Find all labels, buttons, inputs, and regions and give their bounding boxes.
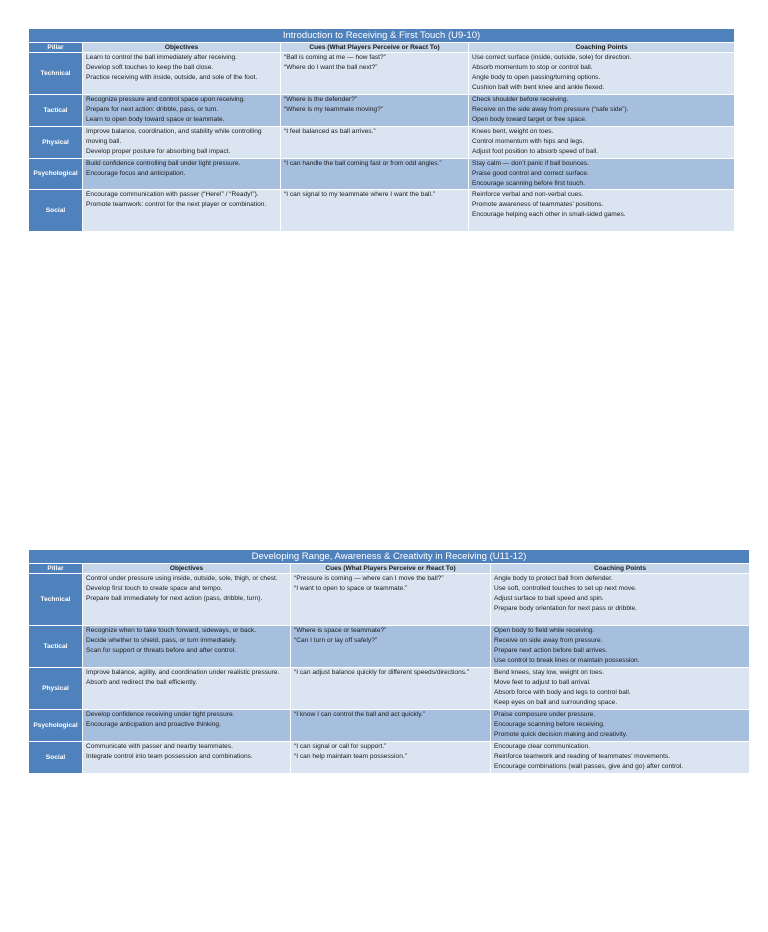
points-cell — [469, 159, 735, 190]
points-line: Bend knees, stay low, weight on toes. — [494, 669, 604, 676]
pillar-label: Psychological — [29, 710, 83, 742]
points-line: Knees bent, weight on toes. — [472, 128, 554, 135]
points-line: Receive on side away from pressure. — [494, 637, 603, 644]
objectives-line: Recognize when to take touch forward, sideways, or back. — [86, 627, 257, 634]
points-line: Stay calm — don’t panic if ball bounces. — [472, 160, 589, 167]
points-cell — [469, 53, 735, 95]
points-line: Encourage helping each other in small-sided games. — [472, 211, 626, 218]
pillar-label: Tactical — [29, 95, 83, 127]
points-line: Use soft, controlled touches to set up next move. — [494, 585, 637, 592]
cues-cell — [281, 53, 469, 95]
cues-line: “I can signal to my teammate where I want the ball.” — [284, 191, 435, 198]
points-line: Open body toward target or free space. — [472, 116, 587, 123]
cues-line: “Ball is coming at me — how fast?” — [284, 54, 386, 61]
pillar-label: Physical — [29, 127, 83, 159]
points-line: Adjust surface to ball speed and spin. — [494, 595, 604, 602]
cues-cell — [281, 190, 469, 232]
points-line: Praise composure under pressure. — [494, 711, 596, 718]
points-line: Encourage scanning before receiving. — [494, 721, 605, 728]
points-line: Angle body to open passing/turning options. — [472, 74, 601, 81]
table-row — [29, 626, 750, 668]
table-row — [29, 742, 750, 774]
column-header: Cues (What Players Perceive or React To) — [281, 43, 469, 53]
table-row — [29, 190, 735, 232]
pillar-label: Psychological — [29, 159, 83, 190]
objectives-line: Absorb and redirect the ball efficiently. — [86, 679, 198, 686]
cues-line: “Where do I want the ball next?” — [284, 64, 378, 71]
points-line: Encourage clear communication. — [494, 743, 591, 750]
objectives-cell — [83, 668, 291, 710]
objectives-line: Communicate with passer and nearby teammates. — [86, 743, 233, 750]
objectives-cell — [83, 53, 281, 95]
points-line: Absorb force with body and legs to control ball. — [494, 689, 631, 696]
cues-line: “I want to open to space or teammate.” — [294, 585, 408, 592]
points-cell — [491, 742, 750, 774]
points-line: Use control to break lines or maintain possession. — [494, 657, 640, 664]
points-line: Use correct surface (inside, outside, sole) for direction. — [472, 54, 632, 61]
objectives-line: Prepare ball immediately for next action (pass, dribble, turn). — [86, 595, 263, 602]
objectives-cell — [83, 95, 281, 127]
column-header: Cues (What Players Perceive or React To) — [291, 564, 491, 574]
points-line: Open body to field while receiving. — [494, 627, 595, 634]
table-row — [29, 668, 750, 710]
points-line: Prepare next action before ball arrives. — [494, 647, 608, 654]
objectives-cell — [83, 574, 291, 626]
cues-cell — [291, 742, 491, 774]
objectives-line: Promote teamwork: control for the next player or combination. — [86, 201, 267, 208]
cues-cell — [291, 626, 491, 668]
objectives-line: Recognize pressure and control space upon receiving. — [86, 96, 246, 103]
cues-cell — [281, 159, 469, 190]
pillar-label: Social — [29, 742, 83, 774]
table-row — [29, 710, 750, 742]
objectives-line: Improve balance, coordination, and stability while controlling moving ball. — [86, 128, 262, 145]
objectives-cell — [83, 742, 291, 774]
points-line: Promote awareness of teammates’ positions. — [472, 201, 604, 208]
objectives-line: Decide whether to shield, pass, or turn immediately. — [86, 637, 237, 644]
cues-line: “I can handle the ball coming fast or from odd angles.” — [284, 160, 442, 167]
cues-line: “I know I can control the ball and act quickly.” — [294, 711, 426, 718]
column-header: Objectives — [83, 43, 281, 53]
points-line: Reinforce verbal and non-verbal cues. — [472, 191, 584, 198]
points-line: Move feet to adjust to ball arrival. — [494, 679, 591, 686]
objectives-line: Develop proper posture for absorbing ball impact. — [86, 148, 231, 155]
cues-line: “Where is my teammate moving?” — [284, 106, 383, 113]
objectives-line: Develop first touch to create space and tempo. — [86, 585, 223, 592]
objectives-line: Develop confidence receiving under tight pressure. — [86, 711, 235, 718]
points-cell — [491, 626, 750, 668]
objectives-cell — [83, 159, 281, 190]
column-header: Pillar — [29, 564, 83, 574]
objectives-line: Improve balance, agility, and coordination under realistic pressure. — [86, 669, 280, 676]
column-header: Objectives — [83, 564, 291, 574]
points-line: Promote quick decision making and creativity. — [494, 731, 628, 738]
points-line: Praise good control and correct surface. — [472, 170, 589, 177]
points-cell — [491, 574, 750, 626]
points-line: Encourage combinations (wall passes, give and go) after control. — [494, 763, 684, 770]
cues-cell — [291, 574, 491, 626]
cues-line: “Where is the defender?” — [284, 96, 357, 103]
objectives-line: Encourage communication with passer (“Here!” / “Ready!”). — [86, 191, 259, 198]
points-cell — [491, 668, 750, 710]
objectives-line: Prepare for next action: dribble, pass, or turn. — [86, 106, 219, 113]
receiving-table — [28, 549, 750, 774]
cues-line: “I can signal or call for support.” — [294, 743, 387, 750]
objectives-line: Learn to control the ball immediately after receiving. — [86, 54, 237, 61]
pillar-label: Social — [29, 190, 83, 232]
cues-line: “I can help maintain team possession.” — [294, 753, 407, 760]
column-header: Coaching Points — [469, 43, 735, 53]
table-title: Introduction to Receiving & First Touch (U9-10) — [29, 29, 735, 43]
points-line: Adjust foot position to absorb speed of ball. — [472, 148, 599, 155]
objectives-line: Encourage anticipation and proactive thinking. — [86, 721, 221, 728]
pillar-label: Tactical — [29, 626, 83, 668]
points-cell — [491, 710, 750, 742]
objectives-line: Control under pressure using inside, outside, sole, thigh, or chest. — [86, 575, 278, 582]
points-cell — [469, 190, 735, 232]
objectives-line: Learn to open body toward space or teammate. — [86, 116, 225, 123]
table-u9-10 — [28, 28, 734, 232]
cues-line: “Where is space or teammate?” — [294, 627, 387, 634]
points-line: Keep eyes on ball and surrounding space. — [494, 699, 618, 706]
objectives-cell — [83, 127, 281, 159]
column-header: Coaching Points — [491, 564, 750, 574]
objectives-cell — [83, 190, 281, 232]
objectives-cell — [83, 626, 291, 668]
table-row — [29, 159, 735, 190]
table-row — [29, 95, 735, 127]
points-line: Receive on the side away from pressure (“safe side”). — [472, 106, 629, 113]
points-cell — [469, 127, 735, 159]
table-u11-12 — [28, 549, 749, 774]
points-line: Absorb momentum to stop or control ball. — [472, 64, 593, 71]
column-header: Pillar — [29, 43, 83, 53]
points-line: Reinforce teamwork and reading of teammates’ movements. — [494, 753, 671, 760]
points-line: Control momentum with hips and legs. — [472, 138, 585, 145]
table-row — [29, 53, 735, 95]
objectives-line: Build confidence controlling ball under light pressure. — [86, 160, 241, 167]
objectives-line: Develop soft touches to keep the ball close. — [86, 64, 214, 71]
objectives-cell — [83, 710, 291, 742]
pillar-label: Technical — [29, 574, 83, 626]
points-cell — [469, 95, 735, 127]
objectives-line: Integrate control into team possession and combinations. — [86, 753, 253, 760]
cues-line: “I feel balanced as ball arrives.” — [284, 128, 376, 135]
table-row — [29, 574, 750, 626]
objectives-line: Practice receiving with inside, outside, and sole of the foot. — [86, 74, 258, 81]
cues-cell — [281, 127, 469, 159]
cues-cell — [291, 710, 491, 742]
objectives-line: Encourage focus and anticipation. — [86, 170, 186, 177]
points-line: Cushion ball with bent knee and ankle flexed. — [472, 84, 605, 91]
objectives-line: Scan for support or threats before and after control. — [86, 647, 236, 654]
points-line: Check shoulder before receiving. — [472, 96, 569, 103]
pillar-label: Technical — [29, 53, 83, 95]
cues-cell — [281, 95, 469, 127]
receiving-table — [28, 28, 735, 232]
cues-cell — [291, 668, 491, 710]
table-row — [29, 127, 735, 159]
table-title: Developing Range, Awareness & Creativity in Receiving (U11-12) — [29, 550, 750, 564]
points-line: Encourage scanning before first touch. — [472, 180, 585, 187]
cues-line: “I can adjust balance quickly for different speeds/directions.” — [294, 669, 470, 676]
cues-line: “Can I turn or lay off safely?” — [294, 637, 378, 644]
pillar-label: Physical — [29, 668, 83, 710]
points-line: Angle body to protect ball from defender. — [494, 575, 613, 582]
points-line: Prepare body orientation for next pass or dribble. — [494, 605, 637, 612]
cues-line: “Pressure is coming — where can I move the ball?” — [294, 575, 444, 582]
